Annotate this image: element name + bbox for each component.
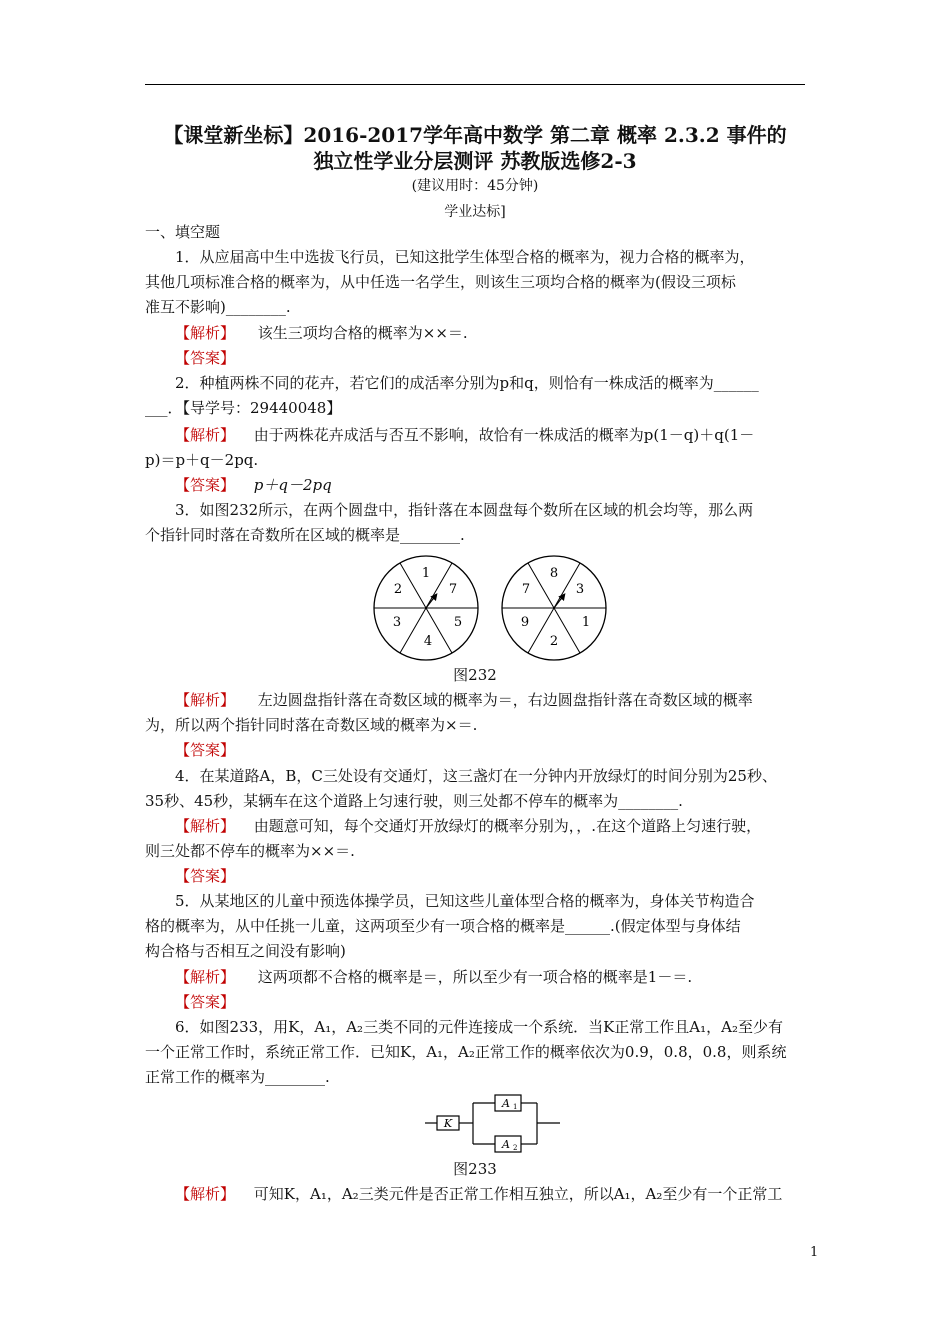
figure-232-caption: 图232 <box>453 666 497 684</box>
q5-line-1: 5．从某地区的儿童中预选体操学员，已知这些儿童体型合格的概率为，身体关节构造合 <box>175 892 755 910</box>
right-spinner-disk <box>502 556 606 660</box>
left-spinner-disk <box>374 556 478 660</box>
document-title-line-2: 独立性学业分层测评 苏教版选修2-3 <box>313 149 637 173</box>
figure-233-caption: 图233 <box>453 1160 497 1178</box>
q1-analysis-text: 该生三项均合格的概率为××＝. <box>257 324 468 342</box>
component-a1-subscript: 1 <box>513 1103 518 1111</box>
q6-analysis-text: 可知K，A₁，A₂三类元件是否正常工作相互独立，所以A₁，A₂至少有一个正常工 <box>253 1185 783 1203</box>
top-rule <box>145 84 805 85</box>
right-disk-label: 3 <box>575 582 585 597</box>
q4-answer <box>175 866 235 886</box>
q1-line-2: 其他几项标准合格的概率为，从中任选一名学生，则该生三项均合格的概率为(假设三项标 <box>145 273 736 291</box>
right-disk-label: 9 <box>520 615 530 630</box>
q6-line-1: 6．如图233，用K，A₁，A₂三类不同的元件连接成一个系统．当K正常工作且A₁，A₂至少有 <box>175 1018 783 1036</box>
left-disk-label: 5 <box>453 615 463 630</box>
left-disk-label: 7 <box>448 582 458 597</box>
left-disk-label: 4 <box>423 634 433 649</box>
q3-line-1: 3．如图232所示，在两个圆盘中，指针落在本圆盘每个数所在区域的机会均等，那么两 <box>175 501 754 519</box>
q2-line-2: ___．【导学号：29440048】 <box>145 399 342 417</box>
q2-line-1: 2．种植两株不同的花卉，若它们的成活率分别为p和q，则恰有一株成活的概率为______ <box>175 374 759 392</box>
circuit-diagram <box>425 1090 560 1154</box>
q6-line-2: 一个正常工作时，系统正常工作．已知K，A₁，A₂正常工作的概率依次为0.9，0.8，0.8，则系统 <box>145 1043 787 1061</box>
q4-line-2: 35秒、45秒，某辆车在这个道路上匀速行驶，则三处都不停车的概率为________. <box>145 792 683 810</box>
q2-answer-text: p＋q－2pq <box>253 476 332 494</box>
left-disk-label: 1 <box>421 566 431 581</box>
q1-line-3: 准互不影响)________. <box>145 298 291 316</box>
section-label: 学业达标] <box>444 204 506 220</box>
right-disk-label: 2 <box>549 634 559 649</box>
component-a2-subscript: 2 <box>513 1144 518 1152</box>
q1-answer <box>175 348 235 368</box>
q2-analysis-line-1 <box>175 425 754 445</box>
q4-analysis-text: 由题意可知，每个交通灯开放绿灯的概率分别为，，.在这个道路上匀速行驶， <box>253 817 762 835</box>
analysis-tag: 【解析】 <box>175 691 236 709</box>
right-disk-label: 1 <box>581 615 591 630</box>
q5-line-2: 格的概率为，从中任挑一儿童，这两项至少有一项合格的概率是______.(假定体型与身体结 <box>145 917 741 935</box>
analysis-tag: 【解析】 <box>175 817 236 835</box>
analysis-tag: 【解析】 <box>175 1185 236 1203</box>
answer-tag: 【答案】 <box>175 349 236 367</box>
component-a1-label: A <box>502 1097 510 1110</box>
q2-analysis-text: 由于两株花卉成活与否互不影响，故恰有一株成活的概率为p(1－q)＋q(1－ <box>253 426 755 444</box>
time-note: (建议用时：45分钟) <box>411 178 539 194</box>
section-heading: 一、填空题 <box>145 223 221 241</box>
spinner-figure <box>368 555 608 665</box>
q4-analysis-line-1 <box>175 816 761 836</box>
q4-analysis-line-2: 则三处都不停车的概率为××＝. <box>145 842 355 860</box>
q5-analysis-text: 这两项都不合格的概率是＝，所以至少有一项合格的概率是1－＝. <box>257 968 693 986</box>
q1-analysis <box>175 323 468 343</box>
left-disk-label: 2 <box>393 582 403 597</box>
analysis-tag: 【解析】 <box>175 968 236 986</box>
answer-tag: 【答案】 <box>175 993 236 1011</box>
analysis-tag: 【解析】 <box>175 324 236 342</box>
q6-analysis <box>175 1184 782 1204</box>
right-disk-label: 7 <box>521 582 531 597</box>
q5-analysis <box>175 967 692 987</box>
page-number: 1 <box>810 1245 819 1260</box>
q2-analysis-line-2: p)＝p＋q－2pq. <box>145 451 259 469</box>
q3-analysis-line-1 <box>175 690 753 710</box>
left-disk-label: 3 <box>392 615 402 630</box>
right-disk-label: 8 <box>549 566 559 581</box>
q4-line-1: 4．在某道路A，B，C三处设有交通灯，这三盏灯在一分钟内开放绿灯的时间分别为25秒、 <box>175 767 777 785</box>
q6-line-3: 正常工作的概率为________. <box>145 1068 330 1086</box>
q2-answer <box>175 475 332 495</box>
q3-analysis-text: 左边圆盘指针落在奇数区域的概率为＝，右边圆盘指针落在奇数区域的概率 <box>257 691 753 709</box>
q3-analysis-line-2: 为，所以两个指针同时落在奇数区域的概率为×＝. <box>145 716 478 734</box>
answer-tag: 【答案】 <box>175 476 236 494</box>
document-title-line-1: 【课堂新坐标】2016-2017学年高中数学 第二章 概率 2.3.2 事件的 <box>163 123 787 147</box>
answer-tag: 【答案】 <box>175 741 236 759</box>
component-k-label: K <box>443 1117 453 1130</box>
q3-line-2: 个指针同时落在奇数所在区域的概率是________. <box>145 526 465 544</box>
answer-tag: 【答案】 <box>175 867 236 885</box>
q3-answer <box>175 740 235 760</box>
analysis-tag: 【解析】 <box>175 426 236 444</box>
q1-line-1: 1．从应届高中生中选拔飞行员，已知这批学生体型合格的概率为，视力合格的概率为， <box>175 248 755 266</box>
q5-line-3: 构合格与否相互之间没有影响) <box>145 942 346 960</box>
q5-answer <box>175 992 235 1012</box>
component-a2-label: A <box>502 1138 510 1151</box>
